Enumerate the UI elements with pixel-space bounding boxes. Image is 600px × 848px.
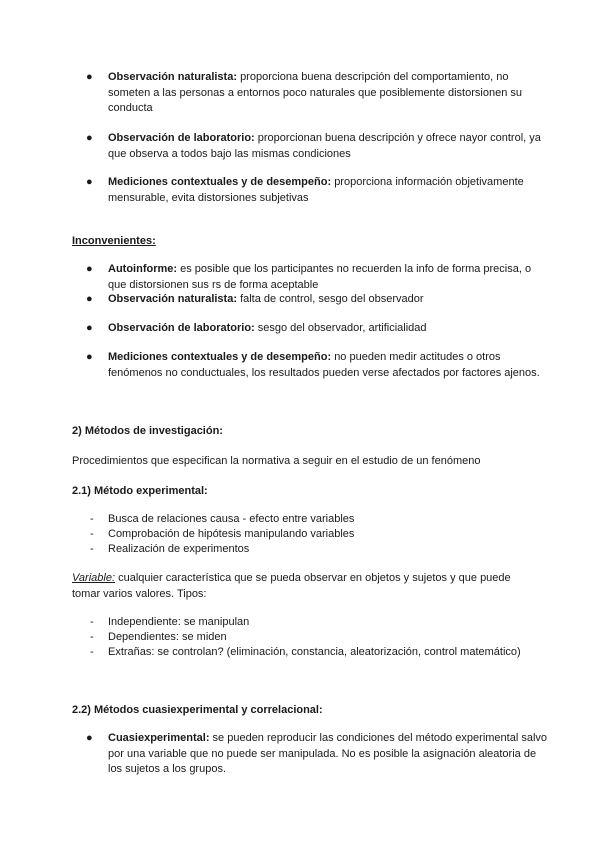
description: se pueden reproducir las condiciones del método experimental salvo por una variable que no puede ser manipulada. No es posible la asignación aleatoria de los sujetos a los grupos. (108, 732, 548, 775)
dash-icon: - (90, 543, 94, 555)
variable-description: cualquier característica que se pueda observar en objetos y sujetos y que puede tomar varios valores. Tipos: (72, 572, 511, 600)
dash-icon: - (90, 513, 94, 525)
bullet-icon: ● (86, 132, 93, 144)
bullet-icon: ● (86, 322, 93, 334)
section-heading: 2) Métodos de investigación: (72, 425, 223, 437)
term: Autoinforme: (108, 263, 178, 275)
term: Observación de laboratorio: (108, 132, 255, 144)
list-item (86, 131, 548, 162)
list-item: - Independiente: se manipulan (108, 615, 548, 631)
description: no pueden medir actitudes o otros fenómenos no conductuales, los resultados pueden verse afectados por factores ajenos. (108, 351, 540, 379)
description: es posible que los participantes no recuerden la info de forma precisa, o que distorsionen sus rs de forma aceptable (108, 263, 532, 291)
term: Observación de laboratorio: (108, 322, 255, 334)
list-item: - Realización de experimentos (108, 542, 548, 558)
paragraph: Procedimientos que especifican la normativa a seguir en el estudio de un fenómeno (72, 455, 481, 467)
term: Cuasiexperimental: (108, 732, 210, 744)
section-heading: 2.2) Métodos cuasiexperimental y correlacional: (72, 704, 323, 716)
list-item (86, 731, 548, 778)
dash-icon: - (90, 631, 94, 643)
section-heading: Inconvenientes: (72, 235, 156, 247)
dash-icon: - (90, 646, 94, 658)
section-heading: 2.1) Método experimental: (72, 485, 208, 497)
list-item (86, 70, 548, 117)
term: Mediciones contextuales y de desempeño: (108, 176, 332, 188)
list-item: - Dependientes: se miden (108, 630, 548, 646)
dash-icon: - (90, 528, 94, 540)
list-item: - Comprobación de hipótesis manipulando variables (108, 527, 548, 543)
list-item (86, 292, 548, 308)
variable-term: Variable: (72, 572, 116, 584)
list-item (86, 321, 548, 337)
bullet-icon: ● (86, 71, 93, 83)
list-item (86, 262, 548, 293)
list-item: - Extrañas: se controlan? (eliminación, constancia, aleatorización, control matemático) (108, 645, 558, 661)
description: sesgo del observador, artificialidad (257, 322, 427, 334)
description: proporciona información objetivamente mensurable, evita distorsiones subjetivas (108, 176, 524, 204)
term: Mediciones contextuales y de desempeño: (108, 351, 332, 363)
list-item (86, 175, 548, 206)
bullet-icon: ● (86, 176, 93, 188)
description: proporciona buena descripción del comportamiento, no someten a las personas a entornos poco naturales que posiblemente distorsionen su conducta (108, 71, 522, 114)
bullet-icon: ● (86, 263, 93, 275)
paragraph (72, 571, 540, 602)
bullet-icon: ● (86, 351, 93, 363)
description: falta de control, sesgo del observador (240, 293, 424, 305)
dash-icon: - (90, 616, 94, 628)
list-item (86, 350, 548, 381)
term: Observación naturalista: (108, 71, 237, 83)
list-item: - Busca de relaciones causa - efecto entre variables (108, 512, 548, 528)
term: Observación naturalista: (108, 293, 237, 305)
bullet-icon: ● (86, 293, 93, 305)
description: proporcionan buena descripción y ofrece nayor control, ya que observa a todos bajo las mismas condiciones (108, 132, 541, 160)
bullet-icon: ● (86, 732, 93, 744)
